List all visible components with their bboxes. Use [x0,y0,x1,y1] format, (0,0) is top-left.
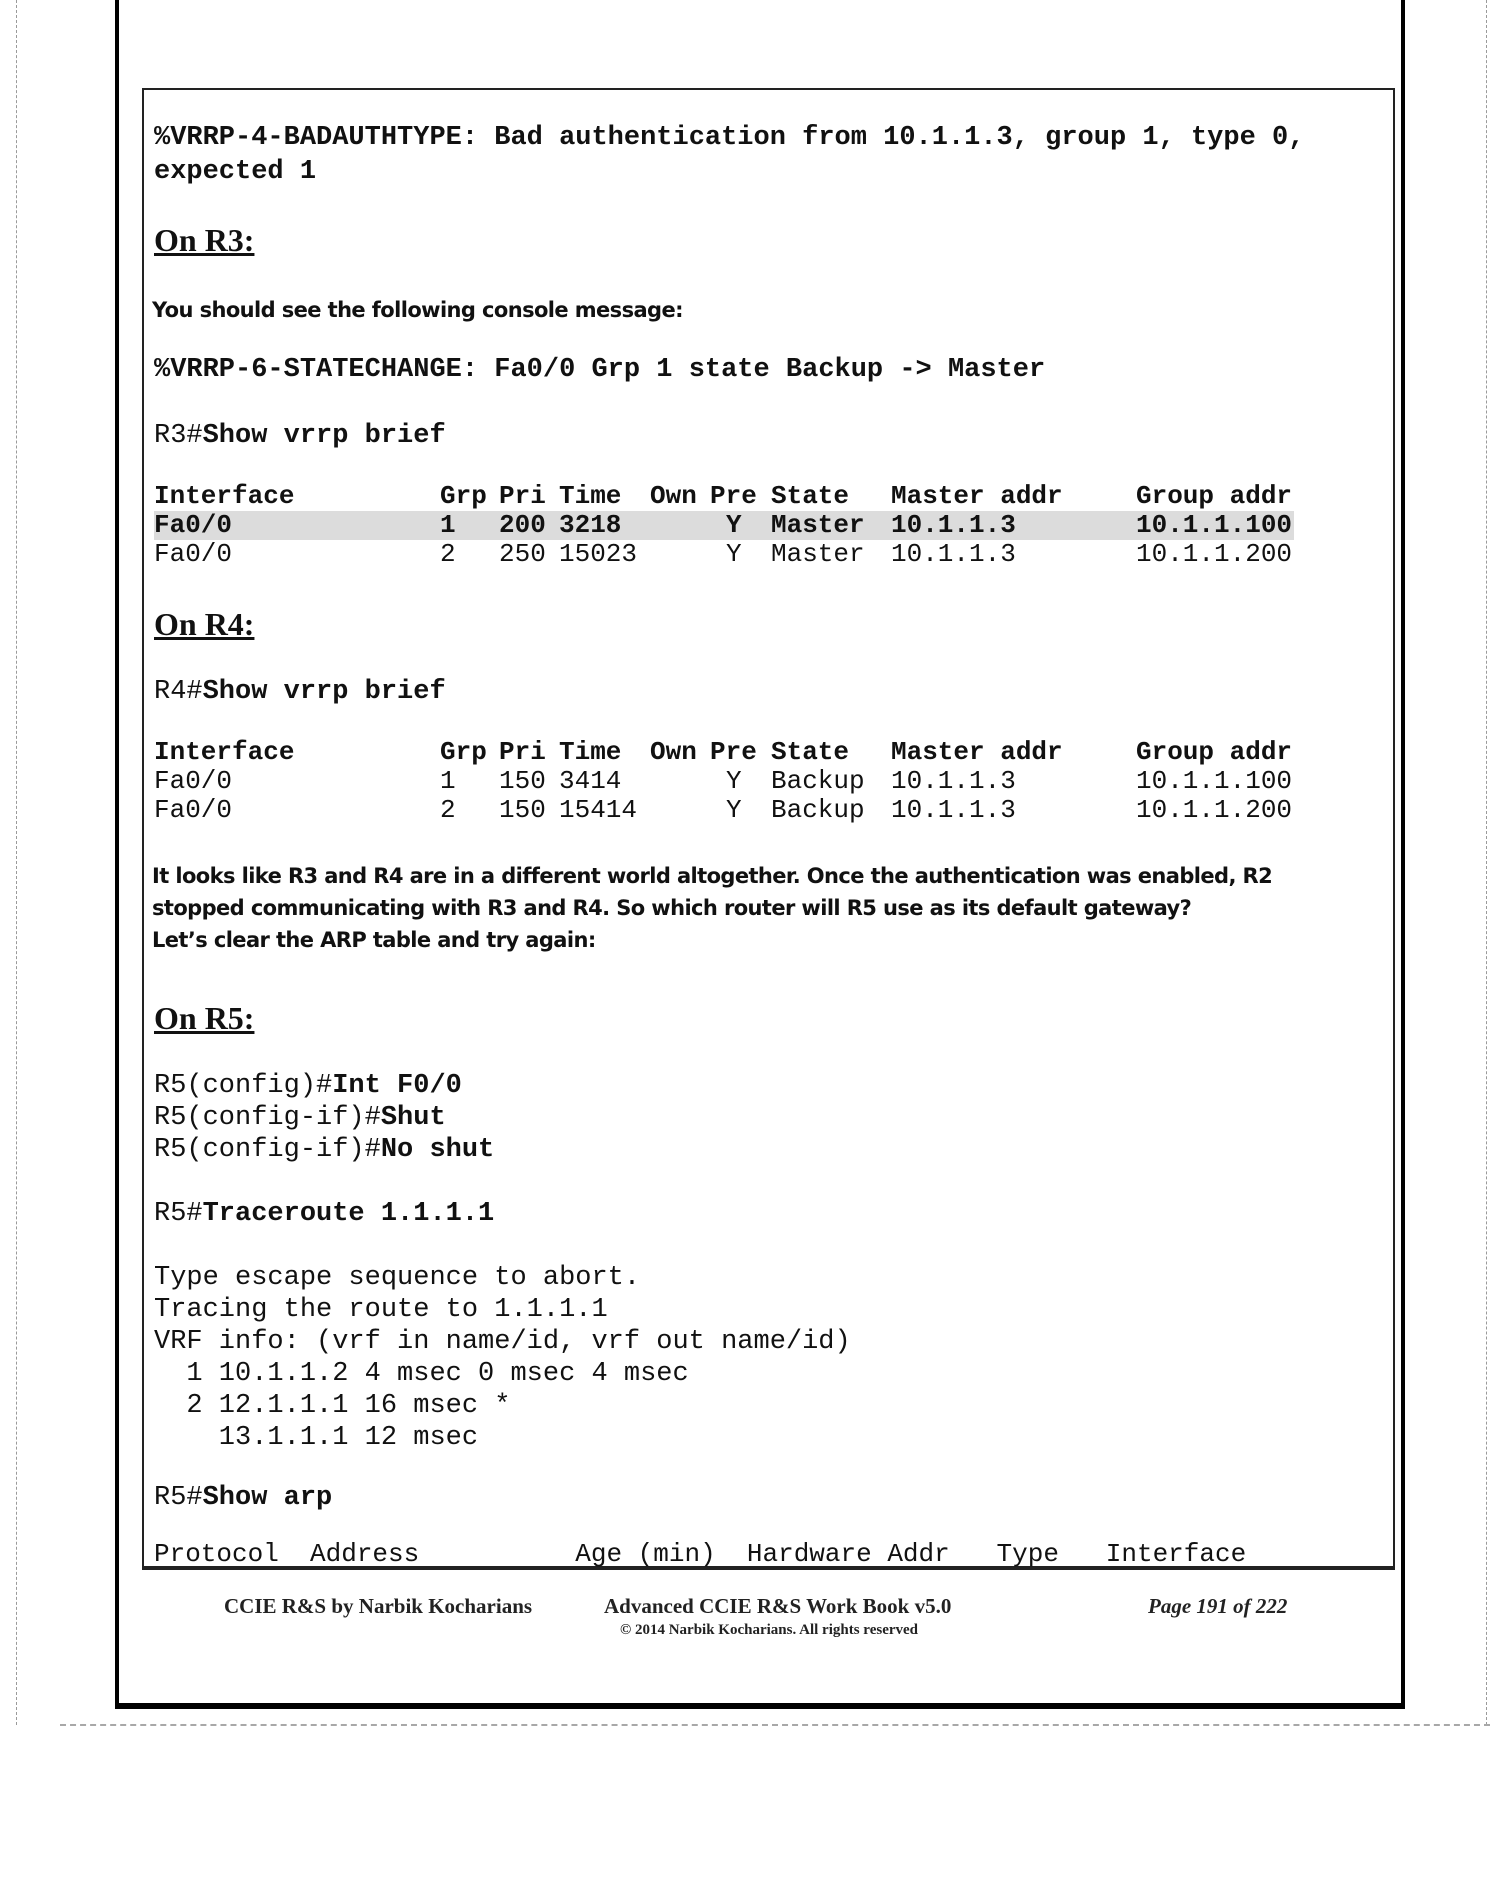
command: Show vrrp brief [202,421,446,451]
scan-edge-right [1486,0,1488,1725]
prompt: R5(config-if)# [154,1135,381,1165]
col-master-addr: Master addr [891,737,1063,767]
cell-pri: 200 [499,510,546,540]
heading-on-r3: On R3: [154,222,255,258]
output-line: Tracing the route to 1.1.1.1 [154,1295,608,1325]
col-pri: Pri [499,737,546,767]
output-line: 1 10.1.1.2 4 msec 0 msec 4 msec [154,1359,689,1389]
scan-edge-left [16,0,18,1725]
cell-master-addr: 10.1.1.3 [891,766,1016,796]
log-message: Fa0/0 Grp 1 state Backup -> Master [478,355,1046,385]
output-line: Type escape sequence to abort. [154,1263,641,1293]
cell-state: Master [771,510,865,540]
cell-interface: Fa0/0 [154,795,233,825]
col-state: State [771,737,850,767]
col-pre: Pre [710,737,757,767]
cell-pre: Y [726,795,742,825]
col-time: Time [559,737,622,767]
cell-state: Master [771,539,865,569]
cell-pri: 150 [499,795,546,825]
cell-grp: 2 [440,795,456,825]
command: Shut [380,1103,446,1133]
cell-grp: 1 [440,766,456,796]
cell-grp: 2 [440,539,456,569]
cell-pre: Y [726,539,742,569]
col-group-addr: Group addr [1136,481,1293,511]
config-line [154,1102,494,1134]
command: Int F0/0 [332,1071,462,1101]
arp-table-header: Protocol Address Age (min) Hardware Addr Type Interface [154,1539,1247,1569]
cell-group-addr: 10.1.1.100 [1136,766,1293,796]
log-badauth [154,122,1304,154]
col-own: Own [650,481,697,511]
scan-edge-bottom [60,1724,1490,1726]
col-pre: Pre [710,481,757,511]
heading-on-r4: On R4: [154,606,255,642]
footer-book-title: Advanced CCIE R&S Work Book v5.0 [604,1594,952,1618]
r5-config-block [154,1070,494,1166]
cell-group-addr: 10.1.1.200 [1136,795,1293,825]
col-interface: Interface [154,481,295,511]
cell-master-addr: 10.1.1.3 [891,539,1016,569]
config-line [154,1134,494,1166]
cell-interface: Fa0/0 [154,766,233,796]
prompt: R3# [154,421,203,451]
explanation-line: Let’s clear the ARP table and try again: [152,928,596,952]
col-state: State [771,481,850,511]
cell-grp: 1 [440,510,456,540]
explanation-line: stopped communicating with R3 and R4. So which router will R5 use as its default gateway? [152,896,1192,920]
col-interface: Interface [154,737,295,767]
prompt: R4# [154,677,203,707]
col-group-addr: Group addr [1136,737,1293,767]
cell-time: 15414 [559,795,638,825]
output-line: 2 12.1.1.1 16 msec * [154,1391,511,1421]
prompt: R5# [154,1199,203,1229]
table-row [154,540,1294,569]
log-continuation-text: expected 1 [154,157,317,187]
cell-group-addr: 10.1.1.100 [1136,510,1293,540]
cell-time: 15023 [559,539,638,569]
cell-pri: 250 [499,539,546,569]
r3-command-line [154,420,446,452]
prompt: R5(config-if)# [154,1103,381,1133]
command: Show vrrp brief [202,677,446,707]
r5-arp-command [154,1482,332,1514]
r4-vrrp-table [154,738,1294,825]
table-header-row [154,738,1294,767]
table-row [154,767,1294,796]
cell-state: Backup [771,795,865,825]
heading-on-r5: On R5: [154,1000,255,1036]
r3-vrrp-table [154,482,1294,569]
cell-pri: 150 [499,766,546,796]
log-badauth-continuation [154,156,316,188]
cell-interface: Fa0/0 [154,510,233,540]
command: Traceroute 1.1.1.1 [202,1199,495,1229]
r3-intro: You should see the following console message: [152,298,683,322]
cell-master-addr: 10.1.1.3 [891,510,1016,540]
cell-master-addr: 10.1.1.3 [891,795,1016,825]
cell-state: Backup [771,766,865,796]
output-line: 13.1.1.1 12 msec [154,1423,479,1453]
col-master-addr: Master addr [891,481,1063,511]
explanation-line: It looks like R3 and R4 are in a different world altogether. Once the authentication was enabled, R2 [152,864,1273,888]
col-time: Time [559,481,622,511]
prompt: R5(config)# [154,1071,333,1101]
footer-page-number: Page 191 of 222 [1148,1594,1288,1618]
command: No shut [380,1135,495,1165]
table-header-row [154,482,1294,511]
log-tag: %VRRP-4-BADAUTHTYPE: [154,123,479,153]
table-row [154,796,1294,825]
table-row-highlighted [154,511,1294,540]
log-message: Bad authentication from 10.1.1.3, group 1, type 0, [478,123,1305,153]
output-line: VRF info: (vrf in name/id, vrf out name/id) [154,1327,851,1357]
footer-copyright: © 2014 Narbik Kocharians. All rights reserved [620,1622,919,1638]
cell-pre: Y [726,510,742,540]
col-grp: Grp [440,737,487,767]
cell-time: 3414 [559,766,622,796]
col-own: Own [650,737,697,767]
prompt: R5# [154,1483,203,1513]
col-pri: Pri [499,481,546,511]
command: Show arp [202,1483,333,1513]
explanation-paragraph [152,860,1272,956]
log-tag: %VRRP-6-STATECHANGE: [154,355,479,385]
traceroute-output [154,1262,851,1454]
cell-pre: Y [726,766,742,796]
footer-author: CCIE R&S by Narbik Kocharians [224,1594,533,1618]
cell-interface: Fa0/0 [154,539,233,569]
cell-group-addr: 10.1.1.200 [1136,539,1293,569]
config-line [154,1070,494,1102]
r5-traceroute-command [154,1198,494,1230]
cell-time: 3218 [559,510,622,540]
col-grp: Grp [440,481,487,511]
log-statechange [154,354,1045,386]
r4-command-line [154,676,446,708]
